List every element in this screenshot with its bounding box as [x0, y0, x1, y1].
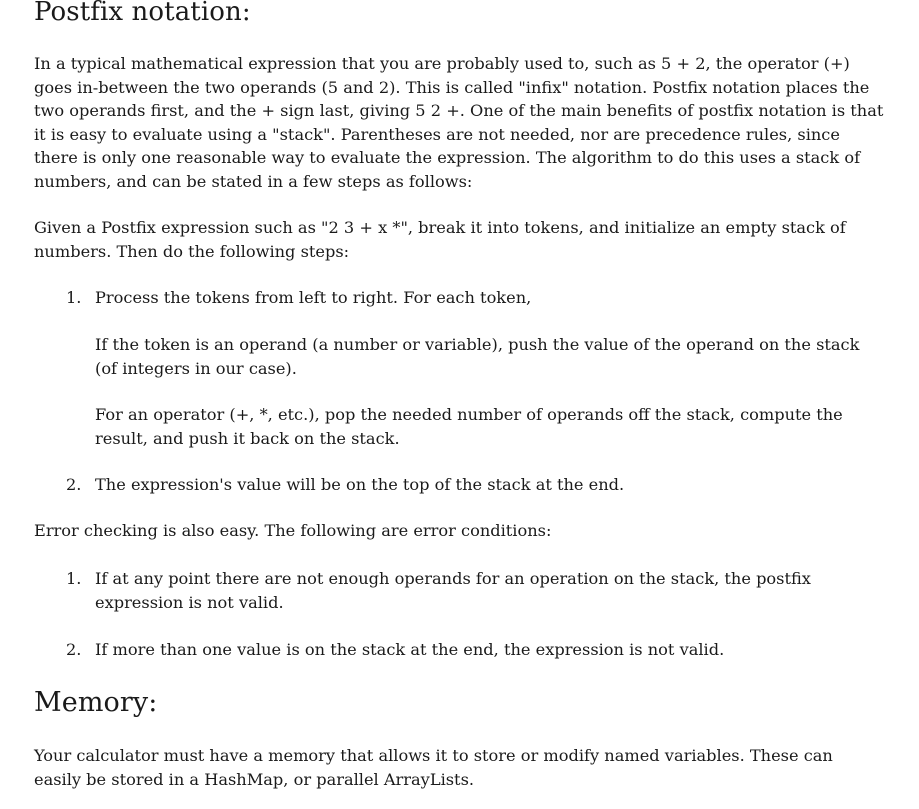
list-number: 1.: [66, 288, 82, 307]
intro-paragraph: In a typical mathematical expression that you are probably used to, such as 5 + 2, the operator (+) goes in-between the two operands (5 and 2). This is called "infix" notation. Postfix notation places the two operands first, and the + sign last, giving 5 2 +. One of the main benefits of postfix notation is that it is easy to evaluate using a "stack". Parentheses are not needed, nor are precedence rules, since there is only one reasonable way to evaluate the expression. The algorithm to do this uses a stack of numbers, and can be stated in a few steps as follows:: [34, 54, 884, 191]
list-text: If more than one value is on the stack at the end, the expression is not valid.: [95, 640, 725, 659]
given-paragraph: Given a Postfix expression such as "2 3 + x *", break it into tokens, and initialize an empty stack of numbers. Then do the following steps:: [34, 218, 846, 261]
list-number: 2.: [66, 475, 82, 494]
operator-rule: For an operator (+, *, etc.), pop the needed number of operands off the stack, compute the result, and push it back on the stack.: [95, 405, 843, 448]
list-number: 1.: [66, 569, 82, 588]
list-text: If at any point there are not enough operands for an operation on the stack, the postfix expression is not valid.: [95, 569, 811, 612]
list-text: Process the tokens from left to right. For each token,: [95, 288, 532, 307]
postfix-heading: Postfix notation:: [34, 0, 251, 27]
memory-paragraph: Your calculator must have a memory that allows it to store or modify named variables. These can easily be stored in a HashMap, or parallel ArrayLists.: [34, 746, 833, 789]
list-number: 2.: [66, 640, 82, 659]
error-checking-paragraph: Error checking is also easy. The following are error conditions:: [34, 521, 552, 540]
memory-heading: Memory:: [34, 687, 158, 718]
operand-rule: If the token is an operand (a number or variable), push the value of the operand on the stack (of integers in our case).: [95, 335, 860, 378]
list-text: The expression's value will be on the top of the stack at the end.: [95, 475, 625, 494]
